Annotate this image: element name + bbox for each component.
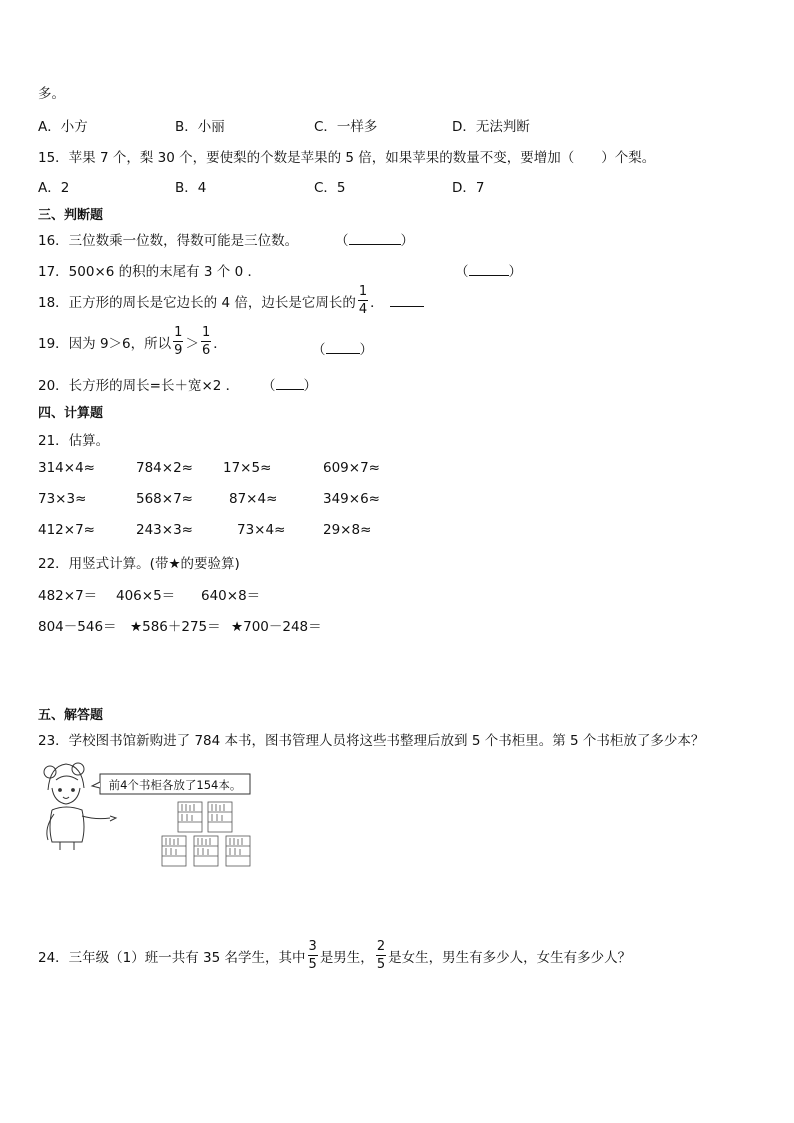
q22-title: 22．用竖式计算。(带★的要验算) [38,556,240,572]
q21-item: 73×4≈ [237,522,286,538]
q18-fraction [358,285,368,316]
q21-item: 568×7≈ [136,491,193,507]
q24-text-post: 是女生，男生有多少人，女生有多少人？ [388,949,632,966]
fraction-numerator: 1 [201,325,211,340]
paren-right: ） [400,233,414,249]
fraction-denominator: 6 [201,343,211,358]
q22-item: ★700－248＝ [231,619,322,635]
answer-line [276,378,304,390]
q22-item: 482×7＝ [38,588,98,604]
answer-line [349,233,401,245]
q23-illustration [38,758,253,868]
fraction-numerator: 2 [376,939,386,954]
paren-left: （ [262,378,276,394]
q18-answer-blank[interactable] [390,295,424,307]
q14-option-d: D．无法判断 [452,119,530,135]
q21-item: 412×7≈ [38,522,95,538]
q24-line [38,940,631,971]
q19-greater-than: ＞ [185,335,199,352]
q21-item: 243×3≈ [136,522,193,538]
q21-item: 29×8≈ [323,522,372,538]
q21-title: 21．估算。 [38,433,110,449]
paren-right: ） [508,264,522,280]
q18-after: ． [370,294,384,311]
q19-text: 19．因为 9＞6，所以 [38,335,172,352]
paren-left: （ [335,233,349,249]
bookshelves [162,802,250,866]
fraction-denominator: 9 [174,343,183,358]
paren-right: ） [303,378,317,394]
speech-bubble-text: 前4个书柜各放了154本。 [108,778,242,792]
q21-item: 784×2≈ [136,460,193,476]
q15-option-a: A．2 [38,180,70,196]
q19-fraction-1 [173,326,183,357]
q15-option-b: B．4 [175,180,207,196]
q17-answer-blank[interactable] [455,260,522,280]
bookshelf-icon [194,836,218,866]
q15-text: 15．苹果 7 个，梨 30 个，要使梨的个数是苹果的 5 倍，如果苹果的数量不变，要增加（ ）个梨。 [38,150,656,166]
fraction-denominator: 4 [358,302,368,317]
q21-item: 87×4≈ [229,491,278,507]
q24-text-mid: 是男生， [319,949,374,966]
q24-fraction-girls [376,940,386,971]
q24-text-pre: 24．三年级（1）班一共有 35 名学生，其中 [38,949,306,966]
fraction-denominator: 5 [376,957,386,972]
paren-left: （ [312,342,326,358]
q21-item: 609×7≈ [323,460,380,476]
q18-line [38,285,424,316]
q14-tail: 多。 [38,86,65,102]
paren-right: ） [359,342,373,358]
bookshelf-icon [162,836,186,866]
paren-left: （ [455,264,469,280]
q19-answer-blank[interactable] [312,338,373,358]
bookshelf-icon [178,802,202,832]
q22-item: 640×8＝ [201,588,261,604]
q19-fraction-2 [201,326,211,357]
section-title-word-problems: 五、解答题 [38,708,104,723]
q22-item: 406×5＝ [116,588,176,604]
q16-answer-blank[interactable] [335,229,414,249]
q23-text: 23．学校图书馆新购进了 784 本书，图书管理人员将这些书整理后放到 5 个书柜里。第 5 个书柜放了多少本？ [38,733,705,749]
q16-text: 16．三位数乘一位数，得数可能是三位数。 [38,233,299,249]
q19-line [38,326,227,357]
q15-option-c: C．5 [314,180,346,196]
fraction-numerator: 1 [358,284,368,299]
q21-item: 17×5≈ [223,460,272,476]
q18-text: 18．正方形的周长是它边长的 4 倍，边长是它周长的 [38,294,356,311]
fraction-denominator: 5 [308,957,317,972]
q21-item: 349×6≈ [323,491,380,507]
q14-option-a: A．小方 [38,119,88,135]
q15-option-d: D．7 [452,180,485,196]
section-title-calculation: 四、计算题 [38,406,104,421]
q21-item: 314×4≈ [38,460,95,476]
q20-text: 20．长方形的周长=长＋宽×2 ． [38,378,240,394]
q22-item: ★586＋275＝ [130,619,221,635]
q14-option-c: C．一样多 [314,119,378,135]
section-title-judgement: 三、判断题 [38,208,104,223]
fraction-numerator: 3 [308,939,317,954]
q14-option-b: B．小丽 [175,119,225,135]
q19-after: ． [213,335,227,352]
answer-line [469,264,509,276]
answer-line [326,342,360,354]
q22-item: 804－546＝ [38,619,117,635]
bookshelf-icon [208,802,232,832]
girl-and-bookshelves-illustration [38,758,253,868]
q17-text: 17．500×6 的积的末尾有 3 个 0 ． [38,264,261,280]
q24-fraction-boys [308,940,318,971]
fraction-numerator: 1 [174,325,183,340]
speech-bubble [92,774,250,794]
q20-answer-blank[interactable] [262,374,317,394]
bookshelf-icon [226,836,250,866]
q21-item: 73×3≈ [38,491,87,507]
